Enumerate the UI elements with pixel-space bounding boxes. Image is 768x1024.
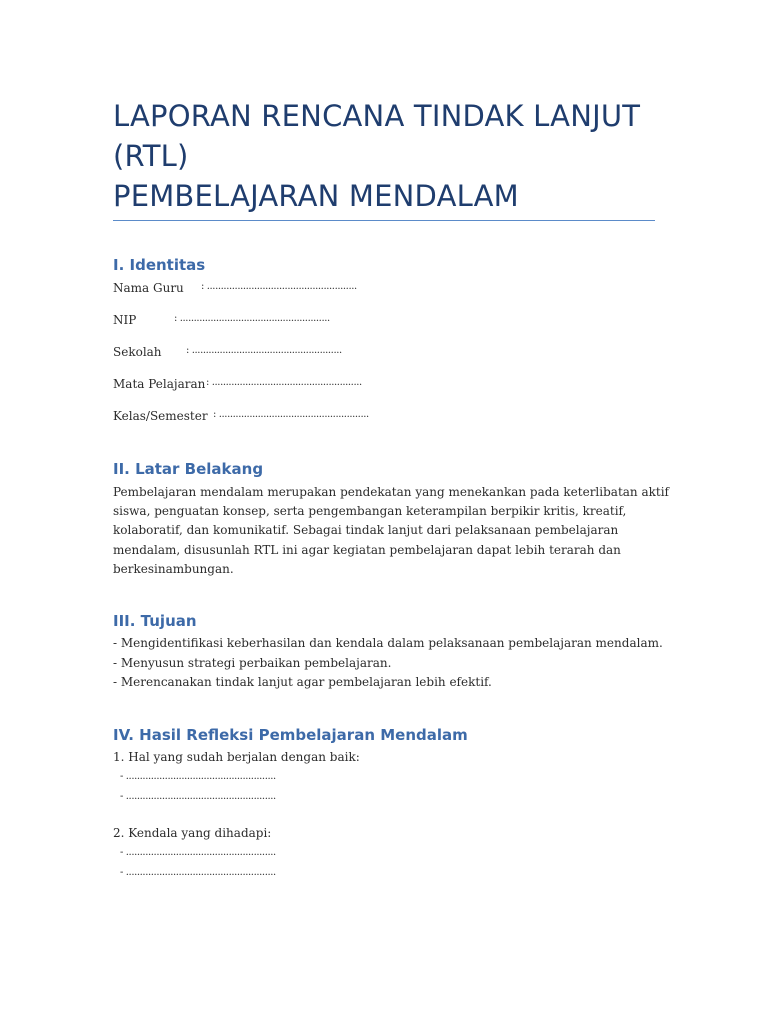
- latar-belakang-paragraph: [113, 483, 673, 579]
- list-item: - Mengidentifikasi keberhasilan dan kendala dalam pelaksanaan pembelajaran mendalam.: [113, 636, 663, 650]
- field-value: : ......................................................: [213, 409, 369, 420]
- document-title: [113, 96, 673, 216]
- answer-line: - ......................................................: [120, 867, 276, 878]
- field-value: : ......................................................: [186, 345, 342, 356]
- field-nip: [113, 313, 330, 327]
- title-line-2: (RTL): [113, 139, 189, 173]
- heading-hasil-refleksi: IV. Hasil Refleksi Pembelajaran Mendalam: [113, 726, 468, 744]
- title-line-3: PEMBELAJARAN MENDALAM: [113, 179, 519, 213]
- paragraph-line: siswa, penguatan konsep, serta pengembangan keterampilan berpikir kritis, kreatif,: [113, 504, 627, 519]
- field-label: NIP: [113, 313, 137, 327]
- answer-line: - ......................................................: [120, 847, 276, 858]
- field-mata-pelajaran: [113, 377, 362, 391]
- field-sekolah: [113, 345, 342, 359]
- question-2: 2. Kendala yang dihadapi:: [113, 826, 272, 840]
- field-label: Sekolah: [113, 345, 162, 359]
- tujuan-list: [113, 634, 663, 693]
- list-item: - Menyusun strategi perbaikan pembelajaran.: [113, 655, 392, 670]
- answer-line: - ......................................................: [120, 791, 276, 802]
- question-1: 1. Hal yang sudah berjalan dengan baik:: [113, 750, 360, 764]
- field-value: : ......................................................: [206, 377, 362, 388]
- paragraph-line: kolaboratif, dan komunikatif. Sebagai tindak lanjut dari pelaksanaan pembelajaran: [113, 523, 619, 538]
- field-label: Kelas/Semester: [113, 409, 208, 423]
- field-label: Mata Pelajaran: [113, 377, 206, 391]
- paragraph-line: berkesinambungan.: [113, 561, 234, 576]
- field-label: Nama Guru: [113, 281, 184, 295]
- paragraph-line: Pembelajaran mendalam merupakan pendekatan yang menekankan pada keterlibatan aktif: [113, 485, 669, 499]
- list-item: - Merencanakan tindak lanjut agar pembelajaran lebih efektif.: [113, 675, 492, 689]
- heading-identitas: I. Identitas: [113, 256, 206, 274]
- field-kelas-semester: [113, 409, 369, 423]
- field-value: : ......................................................: [174, 313, 330, 324]
- answer-line: - ......................................................: [120, 771, 276, 782]
- field-nama-guru: [113, 281, 357, 295]
- heading-tujuan: III. Tujuan: [113, 612, 197, 630]
- paragraph-line: mendalam, disusunlah RTL ini agar kegiatan pembelajaran dapat lebih terarah dan: [113, 542, 621, 557]
- field-value: : ......................................................: [201, 281, 357, 292]
- heading-latar-belakang: II. Latar Belakang: [113, 460, 264, 478]
- title-divider: [113, 220, 655, 221]
- title-line-1: LAPORAN RENCANA TINDAK LANJUT: [113, 99, 641, 133]
